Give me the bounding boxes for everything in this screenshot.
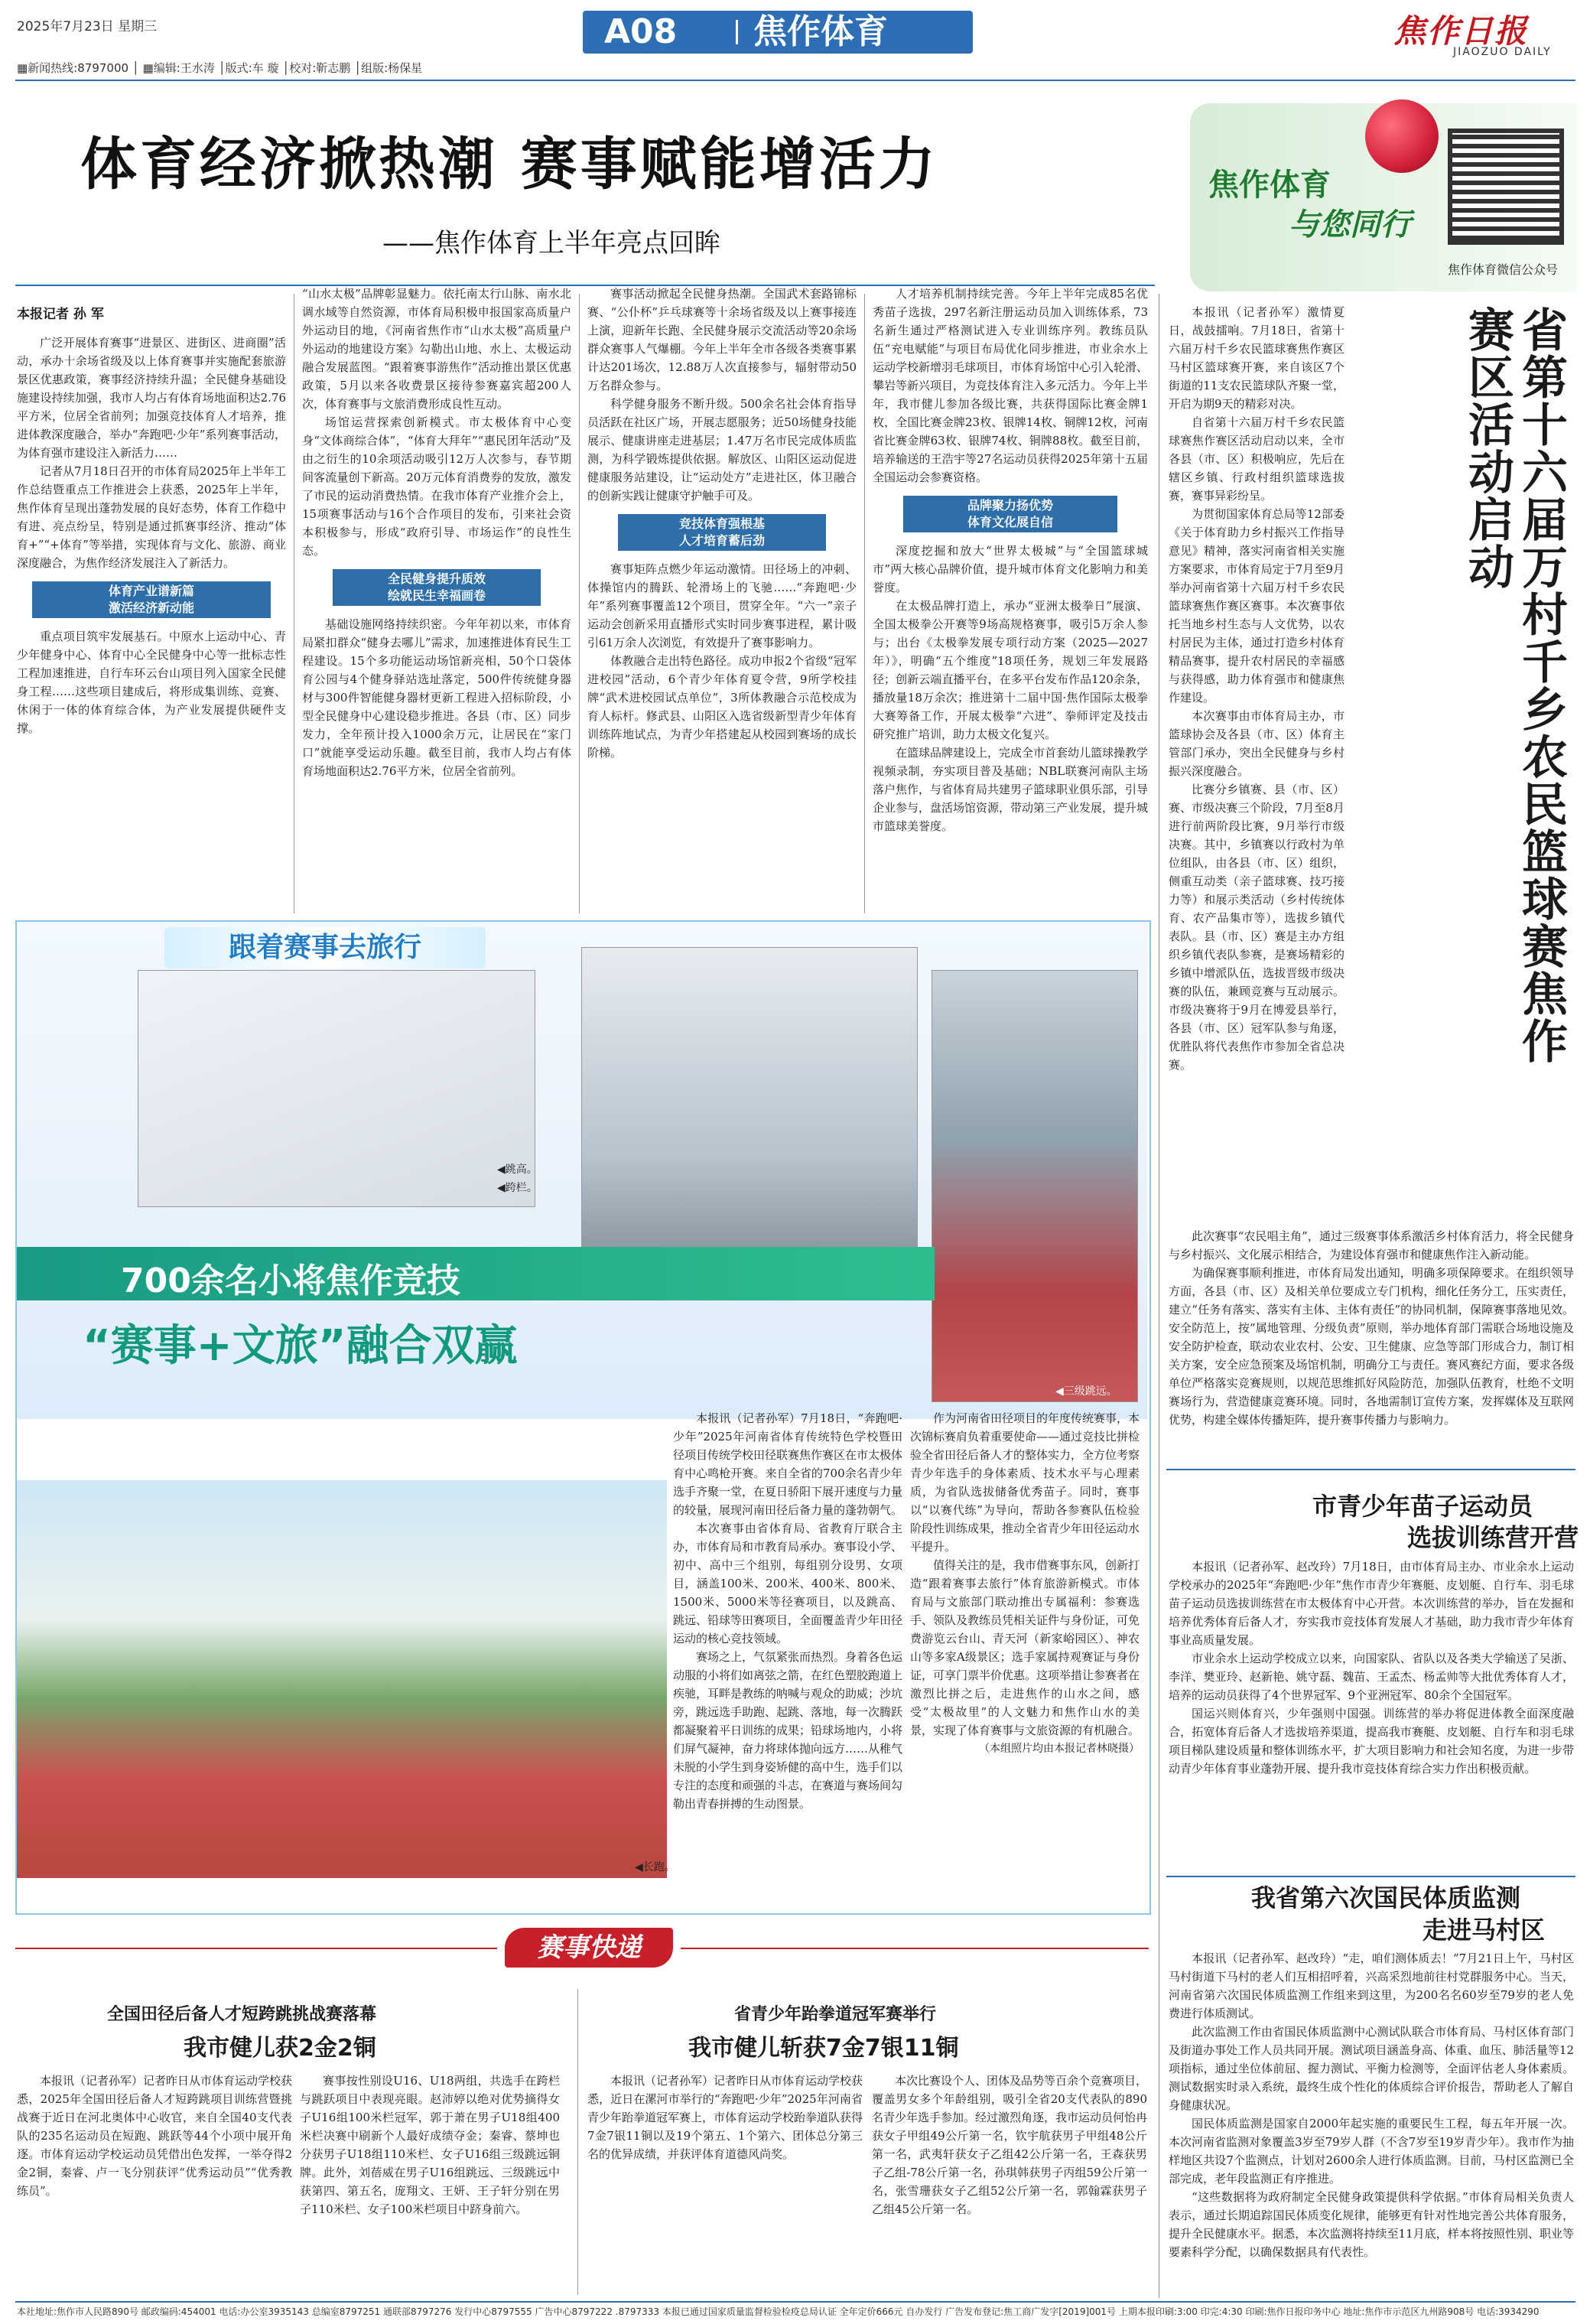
tab-divider	[736, 20, 738, 44]
intro-p1: 广泛开展体育赛事“进景区、进街区、进商圈”活动，承办十余场省级及以上体育赛事并实施配套旅游景区优惠政策，赛事经济持续升温；全民健身基础设施建设持续加强，我市人均占有体育场地面积达2.76平方米，位居全省前列；加强竞技体育人才培养，推进体教深度融合，举办“奔跑吧·少年”系列赛事活动，为体育强市建设注入新活力……	[17, 336, 286, 460]
monitor-p4: “这些数据将为政府制定全民健身政策提供科学依据。”市体育局相关负责人表示，通过长期追踪国民体质变化规律，能够更有针对性地完善公共体育服务，提升全民健康水平。据悉，本次监测将持续至11月底，样本将按照性别、职业等要素科学分配，以确保数据具有代表性。	[1169, 2190, 1574, 2259]
brand-p2: 在太极品牌打造上，承办“亚洲太极拳日”展演、全国太极拳公开赛等9场高规格赛事，吸引5万余人参与；出台《太极拳发展专项行动方案（2025—2027年）》，明确“五个维度”18项任务，规划三年发展路径；创新云端直播平台，在多平台发布作品120余条，播放量18万余次；推进第十二届中国·焦作国际太极拳大赛筹备工作，开展太极拳“六进”、拳师评定及技击研究推广培训，助力太极文化复兴。	[873, 599, 1148, 741]
travel-col-1	[673, 1409, 902, 1813]
youth-title2: 选拔训练营开营	[1407, 1523, 1579, 1552]
village-p6: 此次赛事“农民唱主角”，通过三级赛事体系激活乡村体育活力，将全民健身与乡村振兴、文化展示相结合，为建设体育强市和健康焦作注入新动能。	[1169, 1229, 1574, 1261]
express-a-p2: 赛事按性别设U16、U18两组，共选手在跨栏与跳跃项目中表现亮眼。赵沛婷以绝对优势摘得女子U16组100米栏冠军，郭于萧在男子U18组400米栏决赛中刷新个人最好成绩夺金；秦睿、蔡坤也分获男子U18组110米栏、女子U16组三级跳远铜牌。此外，刘蓓威在男子U16组跳远、三级跳远中获第四、第五名，庞翔文、王妍、王子轩分别在男子110米栏、女子100米栏项目中跻身前六。	[300, 2074, 560, 2216]
col-3	[587, 285, 857, 762]
fitness-p2: 赛事活动掀起全民健身热潮。全国武术套路锦标赛、“公仆杯”乒乓球赛等十余场省级及以上赛事接连上演，迎新年长跑、全民健身展示交流活动等20余场群众赛事人气爆棚。今年上半年全市各级各类赛事累计达201场次，12.88万人次直接参与，辐射带动50万名群众参与。	[587, 287, 857, 392]
fitness-p1: 基础设施网络持续织密。今年年初以来，市体育局紧扣群众“健身去哪儿”需求，加速推进体育民生工程建设。15个多功能运动场馆新亮相，50个口袋体育公园与4个健身驿站选址落定，500件传统健身器材与300件智能健身器材更新工程进入招标阶段，小型全民健身中心建设稳步推进。各县（市、区）同步发力，全年预计投入1000余万元，让居民在“家门口”就能享受运动乐趣。截至目前，我市人均占有体育场地面积达2.76平方米，位居全省前列。	[302, 617, 571, 778]
col-4	[873, 285, 1148, 835]
travel-p4: 作为河南省田径项目的年度传统赛事，本次锦标赛肩负着重要使命——通过竞技比拼检验全省田径后备人才的整体实力，全方位考察青少年选手的身体素质、技术水平与心理素质，为省队选拔储备优秀苗子。同时，赛事以“以赛代练”为导向，帮助各参赛队伍检验阶段性训练成果，推动全省青少年田径运动水平提升。	[910, 1411, 1140, 1554]
col-2	[302, 285, 571, 780]
village-p1: 本报讯（记者孙军）激情夏日，战鼓擂响。7月18日，省第十六届万村千乡农民篮球赛焦作赛区马村区篮球赛开赛，来自该区7个街道的11支农民篮球队齐聚一堂，开启为期9天的精彩对决。	[1169, 305, 1345, 411]
subhead-industry: 体育产业谱新篇 激活经济新动能	[32, 581, 271, 618]
main-headline: 体育经济掀热潮 赛事赋能增活力	[80, 132, 938, 197]
promo-line1: 焦作体育	[1208, 168, 1331, 203]
caption-hurdle: ◀跨栏。	[497, 1182, 538, 1194]
travel-p2: 本次赛事由省体育局、省教育厅联合主办，市体育局和市教育局承办。赛事设小学、初中、高中三个组别，每组别分设男、女项目，涵盖100米、200米、400米、800米、1500米、5000米等径赛项目，以及跳高、跳远、铅球等田赛项目，全面覆盖青少年田径运动的核心竞技领域。	[673, 1522, 903, 1645]
subhead-brand: 品牌聚力扬优势 体育文化展自信	[903, 496, 1117, 532]
right-rule	[1166, 1469, 1575, 1470]
travel-col-2	[910, 1409, 1140, 1758]
express-label: 赛事快递	[505, 1928, 673, 1968]
village-p7: 为确保赛事顺利推进，市体育局发出通知，明确多项保障要求。在组织领导方面，各县（市、区）及相关单位要成立专门机构，细化任务分工，压实责任，建立“任务有落实、落实有主体、主体有责任”的协同机制，保障赛事落地见效。安全防范上，按“属地管理、分级负责”原则，举办地体育部门需联合场地设施及安全防护检查，联动农业农村、公安、卫生健康、应急等部门形成合力，制订相关方案，安全应急预案及场馆机制，明确分工与责任。赛风赛纪方面，要求各级单位严格落实竞赛规则，以规范思维抓好风险防范，加强队伍教育，杜绝不文明赛场行为，营造健康竞赛环境。同时，各地需制订宣传方案，发挥媒体及互联网优势，构建全媒体传播矩阵，提升赛事传播力与影响力。	[1169, 1266, 1574, 1427]
express-b-col1	[587, 2072, 863, 2293]
monitor-col	[1169, 1949, 1574, 2295]
village-p3: 为贯彻国家体育总局等12部委《关于体育助力乡村振兴工作指导意见》精神，落实河南省相关实施方案要求，市体育局定于7月至9月举办河南省第十六届万村千乡农民篮球赛焦作赛区赛事。本次赛事依托当地乡村生态与人文优势，以农村居民为主体，通过打造乡村体育精品赛事，提升农村居民的幸福感与获得感，助力体育强市和健康焦作建设。	[1169, 507, 1345, 705]
express-rule	[681, 1948, 1149, 1949]
express-a-p1: 本报讯（记者孙军）记者昨日从市体育运动学校获悉，2025年全国田径后备人才短跨跳项目训练营暨挑战赛于近日在河北奥体中心收官，来自全国40支代表队的235名运动员在短跑、跳跃等44个小项中展开角逐。市体育运动学校运动员凭借出色发挥，一举夺得2金2铜，秦睿、卢一飞分别获评“优秀运动员”“优秀教练员”。	[17, 2074, 293, 2198]
masthead	[0, 0, 1590, 75]
footer-rule	[15, 2301, 1575, 2303]
monitor-p3: 国民体质监测是国家自2000年起实施的重要民生工程，每五年开展一次。本次河南省监测对象覆盖3岁至79岁人群（不含7岁至19岁青少年）。我市作为抽样地区共设7个监测点，计划对2600余人进行体质监测。目前，马村区监测已全部完成，老年段监测正有序推进。	[1169, 2117, 1574, 2186]
high-jump-photo	[138, 970, 535, 1207]
express-b-p1: 本报讯（记者孙军）记者昨日从市体育运动学校获悉，近日在漯河市举行的“奔跑吧·少年”2025年河南省青少年跆拳道冠军赛上，市体育运动学校跆拳道队获得7金7银11铜以及19个第五、1个第六、团体总分第三名的优异成绩，并获评体育道德风尚奖。	[587, 2074, 863, 2161]
express-a-col2	[300, 2072, 560, 2293]
page-number: A08	[604, 12, 678, 51]
promo-line2: 与您同行	[1289, 207, 1411, 242]
photo-credit: （本组照片均由本报记者林晓摄）	[979, 1743, 1140, 1755]
right-rule	[1166, 1876, 1575, 1877]
travel-p1: 本报讯（记者孙军）7月18日，“奔跑吧·少年”2025年河南省体育传统特色学校暨田径项目传统学校田径联赛焦作赛区在市太极体育中心鸣枪开赛。来自全省的700余名青少年选手齐聚一堂，在夏日骄阳下展开速度与力量的较量，展现河南田径后备力量的蓬勃朝气。	[673, 1411, 903, 1517]
issue-date: 2025年7月23日 星期三	[17, 19, 158, 34]
main-byline: 本报记者 孙 军	[17, 307, 104, 322]
youth-p2: 市业余水上运动学校成立以来，向国家队、省队以及各类大学输送了吴浙、李洋、樊亚玲、赵新艳、姚守磊、魏苗、王孟杰、杨孟帅等大批优秀体育人才，培养的运动员获得了4个世界冠军、9个亚洲冠军、80余个全国冠军。	[1169, 1652, 1574, 1702]
village-headline: 省第十六届万村千乡农民篮球赛焦作赛区活动启动	[1461, 306, 1568, 1065]
village-col	[1169, 303, 1345, 1221]
hurdle-photo	[581, 947, 918, 1247]
monitor-p2: 此次监测工作由省国民体质监测中心测试队联合市体育局、马村区体育部门及街道办事处工作人员共同开展。测试项目涵盖身高、体重、血压、肺活量等12项指标，通过坐位体前屈、握力测试、平衡力检测等，全面评估老人身体素质。测试数据实时录入系统，最终生成个性化的体质综合评价报告，帮助老人了解自身健康状况。	[1169, 2025, 1574, 2112]
village-col-wide	[1169, 1227, 1574, 1457]
competitive-p3: 人才培养机制持续完善。今年上半年完成85名优秀苗子选拔，297名新注册运动员加入训练体系，73名新生通过严格测试进入专业训练序列。教练员队伍“充电赋能”与项目布局优化同步推进，市业余水上运动学校新增羽毛球项目，市体育场馆中心引入轮滑、攀岩等新兴项目，为竞技体育注入多元活力。今年上半年，我市健儿参加各级比赛，共获得国际比赛金牌1枚，全国比赛金牌23枚、银牌14枚、铜牌12枚，河南省比赛金牌63枚、银牌74枚、铜牌88枚。截至目前，培养输送的王浩宇等27名运动员获得2025年第十五届全国运动会参赛资格。	[873, 287, 1149, 484]
feature-headline-2: “赛事+文旅”融合双赢	[83, 1321, 518, 1371]
newspaper-logo: 焦作日报	[1393, 12, 1529, 50]
express-a-title1: 全国田径后备人才短跨跳挑战赛落幕	[107, 2005, 377, 2024]
industry-p1: 重点项目筑牢发展基石。中原水上运动中心、青少年健身中心、体育中心全民健身中心等一批标志性工程加速推进，自行车环云台山项目列入国家全民健身工程……这些项目建成后，将形成集训练、竞赛、休闲于一体的体育综合体，为产业发展提供硬件支撑。	[17, 630, 286, 735]
fitness-monitor-title1: 我省第六次国民体质监测	[1251, 1883, 1521, 1912]
youth-title1: 市青少年苗子运动员	[1312, 1492, 1533, 1521]
village-p4: 本次赛事由市体育局主办，市篮球协会及各县（市、区）体育主管部门承办，突出全民健身与乡村振兴深度融合。	[1169, 709, 1345, 778]
col-1	[17, 334, 286, 737]
industry-p3: 场馆运营探索创新模式。市太极体育中心变身“文体商综合体”，“体育大拜年”“惠民团年活动”及由之衍生的10余项活动吸引12万人次参与，春节期间客流量创下新高。20万元体育消费券的发放，激发了市民的运动消费热情。在我市体育产业推介会上，15项赛事活动与16个合作项目的发布，引来社会资本积极参与，形成“政府引导、市场运作”的良性生态。	[302, 415, 571, 558]
caption-triple-jump: ◀三级跳远。	[1055, 1385, 1117, 1398]
fitness-p3: 科学健身服务不断升级。500余名社会体育指导员活跃在社区广场，开展志愿服务；近50场健身技能展示、健康讲座走进基层；1.47万名市民完成体质监测，为科学锻炼提供依据。解放区、山阳区运动促进健康服务站建设，让“运动处方”走进社区，体卫融合的创新实践让健康守护触手可及。	[587, 397, 857, 503]
express-a-col1	[17, 2072, 292, 2293]
village-p2: 自省第十六届万村千乡农民篮球赛焦作赛区活动启动以来，全市各县（市、区）积极响应，先后在辖区乡镇、行政村组织篮球选拔赛，赛事异彩纷呈。	[1169, 415, 1345, 503]
travel-banner: 跟着赛事去旅行	[164, 927, 486, 968]
subhead-competitive: 竞技体育强根基 人才培育蓄后劲	[618, 514, 826, 551]
youth-col	[1169, 1557, 1574, 1871]
intro-p2: 记者从7月18日召开的市体育局2025年上半年工作总结暨重点工作推进会上获悉，2025年上半年，焦作体育呈现出蓬勃发展的良好态势，体育工作稳中有进、亮点纷呈，特别是通过抓赛事经济、推动“体育+”“+体育”等举措，实现体育与文化、旅游、商业深度融合，为焦作经济发展注入了新活力。	[17, 464, 286, 570]
express-b-title2: 我市健儿斩获7金7银11铜	[688, 2035, 959, 2062]
footer-text: 本社地址:焦作市人民路890号 邮政编码:454001 电话:办公室3935143 总编室8797251 通联部8797276 发行中心8797555 广告中心8797222 .8797333 本报已通过国家质量监督检验检疫总局认证 全年定价666元 自办发行 广告发布登记:焦工商广发字[2019]001号 上期本报印刷:3:00 印完:4:30 印刷:焦作日报印务中心 地址:焦作市示范区九州路908号 电话:3934290	[17, 2306, 1540, 2317]
caption-long: ◀长跑。	[635, 1861, 675, 1873]
column-divider	[864, 294, 865, 913]
brand-p1: 深度挖掘和放大“世界太极城”与“全国篮球城市”两大核心品牌价值，提升城市体育文化影响力和美誉度。	[873, 544, 1148, 594]
village-p5: 比赛分乡镇赛、县（市、区）赛、市级决赛三个阶段，7月至8月进行前两阶段比赛，9月举行市级决赛。其中，乡镇赛以行政村为单位组队，由各县（市、区）组织，侧重互动类（亲子篮球赛、技巧接力等）和展示类活动（乡村传统体育、农产品集市等），选拔乡镇代表队。县（市、区）赛是主办方组织乡镇代表队参赛，是赛场精彩的乡镇中增派队伍，选拔晋级市级决赛的队伍，兼顾竞赛与互动展示。市级决赛将于9月在博爱县举行，各县（市、区）冠军队参与角逐，优胜队将代表焦作市参加全省总决赛。	[1169, 783, 1345, 1072]
youth-p3: 国运兴则体育兴，少年强则中国强。训练营的举办将促进体教全面深度融合，拓宽体育后备人才选拔培养渠道，提高我市赛艇、皮划艇、自行车和羽毛球项目梯队建设质量和整体训练水平，扩大项目影响力和社会知名度，为进一步带动青少年体育事业蓬勃开展、提升我市竞技体育综合实力作出积极贡献。	[1169, 1707, 1574, 1776]
header-rule	[15, 80, 1575, 81]
qr-caption: 焦作体育微信公众号	[1448, 262, 1559, 277]
main-subheadline: ——焦作体育上半年亮点回眸	[382, 228, 720, 259]
column-divider	[577, 1989, 578, 2295]
industry-p2: “山水太极”品牌彰显魅力。依托南太行山脉、南水北调水域等自然资源，市体育局积极申报国家高质量户外运动目的地，《河南省焦作市“山水太极”高质量户外运动的地建设方案》勾勒出山地、水上、太极运动融合发展蓝图。“跟着赛事游焦作”活动推出景区优惠政策，5月以来各收费景区接待参赛嘉宾超200人次，体育赛事与文旅消费形成良性互动。	[302, 287, 571, 411]
competitive-p2: 体教融合走出特色路径。成功申报2个省级“冠军进校园”活动，6个青少年体育夏令营，9所学校挂牌“武术进校园试点单位”，3所体教融合示范校成为育人标杆。修武县、山阳区入选省级新型青少年体育训练阵地试点，为青少年搭建起从校园到赛场的成长阶梯。	[587, 654, 857, 760]
competitive-p1: 赛事矩阵点燃少年运动激情。田径场上的冲刺、体操馆内的腾跃、轮滑场上的飞驰……“奔跑吧·少年”系列赛事覆盖12个项目，贯穿全年。“六一”亲子运动会创新采用直播形式实时同步赛事进程，累计吸引61万余人次浏览，有效提升了赛事影响力。	[587, 562, 857, 649]
staff-line: ▦新闻热线:8797000 │ ▦编辑:王水涛 │版式:车 璇 │校对:靳志鹏 │组版:杨保星	[17, 61, 423, 75]
subhead-fitness: 全民健身提升质效 绘就民生幸福画卷	[333, 569, 541, 606]
qr-code-icon	[1448, 129, 1564, 245]
travel-p5: 值得关注的是，我市借赛事东风，创新打造“跟着赛事去旅行”体育旅游新模式。市体育局与文旅部门联动推出专属福利：参赛选手、领队及教练员凭相关证件与身份证，可免费游览云台山、青天河（新家峪园区）、神农山等多家A级景区；选手家属持观赛证与身份证，可享门票半价优惠。这项举措让参赛者在激烈比拼之后，走进焦作的山水之间，感受“太极故里”的人文魅力和焦作山水的美景，实现了体育赛事与文旅资源的有机融合。	[910, 1558, 1140, 1737]
express-rule	[15, 1948, 497, 1949]
section-name: 焦作体育	[753, 12, 888, 51]
travel-p3: 赛场之上，气氛紧张而热烈。身着各色运动服的小将们如离弦之箭，在红色塑胶跑道上疾驰，耳畔是教练的呐喊与观众的助威；沙坑旁，跳远选手助跑、起跳、落地，每一次腾跃都凝聚着平日训练的成果；铅球场地内，小将们屏气凝神，奋力将球体抛向远方……从稚气未脱的小学生到身姿矫健的高中生，选手们以专注的态度和顽强的斗志，在赛道与赛场间勾勒出青春拼搏的生动图景。	[673, 1650, 903, 1811]
column-divider	[579, 294, 580, 913]
monitor-p1: 本报讯（记者孙军、赵改玲）“走，咱们测体质去！”7月21日上午，马村区马村街道下马村的老人们互相招呼着，兴高采烈地前往村党群服务中心。当天，河南省第六次国民体质监测工作组来到这里，为200名名60岁至79岁的老人免费进行体质测试。	[1169, 1951, 1574, 2020]
express-b-p2: 本次比赛设个人、团体及品势等百余个竞赛项目，覆盖男女多个年龄组别，吸引全省20支代表队的890名青少年选手参加。经过激烈角逐，我市运动员何怡冉获女子甲组49公斤第一名，钦宇航获男子甲组48公斤第一名，武夷轩获女子乙组42公斤第一名，王森获男子乙组-78公斤第一名，孙琪韩获男子丙组59公斤第一名，张雪珊获女子乙组52公斤第一名，郭翰霖获男子乙组45公斤第一名。	[872, 2074, 1148, 2216]
long-distance-photo	[17, 1480, 667, 1878]
feature-headline-1: 700余名小将焦作竞技	[121, 1261, 460, 1300]
caption-high-jump: ◀跳高。	[497, 1164, 538, 1176]
ball-icon	[1365, 99, 1439, 173]
express-b-col2	[872, 2072, 1147, 2293]
express-b-title1: 省青少年跆拳道冠军赛举行	[734, 2005, 937, 2024]
express-a-title2: 我市健儿获2金2铜	[184, 2035, 376, 2062]
fitness-monitor-title2: 走进马村区	[1423, 1916, 1546, 1945]
brand-p3: 在篮球品牌建设上，完成全市首套幼儿篮球操教学视频录制，夯实项目普及基础；NBL联赛河南队主场落户焦作，与省体育局共建男子篮球职业俱乐部，引导企业参与，盘活场馆资源，带动第三产业发展，提升城市篮球美誉度。	[873, 746, 1149, 833]
youth-p1: 本报讯（记者孙军、赵改玲）7月18日，由市体育局主办、市业余水上运动学校承办的2025年“奔跑吧·少年”焦作市青少年赛艇、皮划艇、自行车、羽毛球苗子运动员选拔训练营在市太极体育中心开营。本次训练营的举办，旨在发掘和培养优秀体育后备人才，夯实我市竞技体育发展人才基础，助力我市青少年体育事业高质量发展。	[1169, 1560, 1574, 1647]
newspaper-logo-en: JIAOZUO DAILY	[1453, 46, 1552, 58]
triple-jump-photo	[932, 970, 1138, 1402]
